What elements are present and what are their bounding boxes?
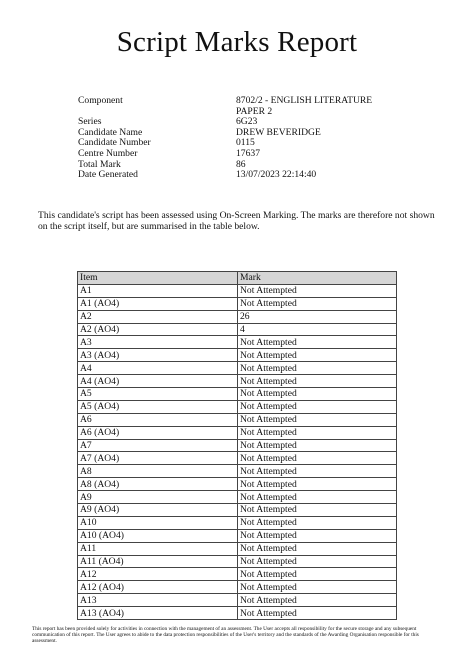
mark-cell: Not Attempted <box>238 426 397 439</box>
item-cell: A4 <box>78 362 238 375</box>
mark-cell: Not Attempted <box>238 400 397 413</box>
table-row <box>78 426 397 439</box>
detail-label: Candidate Name <box>78 126 143 138</box>
detail-label: Series <box>78 116 102 128</box>
mark-column-header: Mark <box>238 272 397 285</box>
detail-value: 17637 <box>236 147 260 159</box>
table-row <box>78 297 397 310</box>
detail-value: 0115 <box>236 137 255 149</box>
mark-cell: Not Attempted <box>238 529 397 542</box>
table-row <box>78 413 397 426</box>
mark-cell: Not Attempted <box>238 336 397 349</box>
detail-row <box>78 170 406 181</box>
mark-cell: Not Attempted <box>238 413 397 426</box>
mark-cell: Not Attempted <box>238 388 397 401</box>
table-row <box>78 478 397 491</box>
table-row <box>78 542 397 555</box>
item-cell: A13 <box>78 594 238 607</box>
mark-cell: Not Attempted <box>238 594 397 607</box>
mark-cell: 4 <box>238 323 397 336</box>
mark-cell: Not Attempted <box>238 439 397 452</box>
marks-table <box>77 271 397 620</box>
table-row <box>78 465 397 478</box>
item-cell: A5 (AO4) <box>78 400 238 413</box>
table-row <box>78 529 397 542</box>
item-cell: A10 (AO4) <box>78 529 238 542</box>
detail-label: Total Mark <box>78 158 121 170</box>
detail-row <box>78 96 406 117</box>
item-cell: A3 (AO4) <box>78 349 238 362</box>
mark-cell: Not Attempted <box>238 491 397 504</box>
mark-cell: Not Attempted <box>238 542 397 555</box>
item-cell: A8 <box>78 465 238 478</box>
mark-cell: Not Attempted <box>238 504 397 517</box>
marks-table-header-row <box>78 272 397 285</box>
detail-value: 6G23 <box>236 116 258 128</box>
detail-label: Candidate Number <box>78 137 151 149</box>
detail-value: 13/07/2023 22:14:40 <box>236 169 317 181</box>
detail-label: Date Generated <box>78 169 138 181</box>
table-row <box>78 310 397 323</box>
item-cell: A1 (AO4) <box>78 297 238 310</box>
mark-cell: Not Attempted <box>238 581 397 594</box>
intro-paragraph: This candidate's script has been assessed using On-Screen Marking. The marks are therefore not shown on the script itself, but are summarised in the table below. <box>38 210 435 233</box>
item-cell: A2 <box>78 310 238 323</box>
item-cell: A3 <box>78 336 238 349</box>
item-cell: A10 <box>78 516 238 529</box>
detail-row <box>78 149 406 160</box>
table-row <box>78 400 397 413</box>
mark-cell: Not Attempted <box>238 452 397 465</box>
table-row <box>78 375 397 388</box>
mark-cell: Not Attempted <box>238 375 397 388</box>
table-row <box>78 555 397 568</box>
mark-cell: Not Attempted <box>238 465 397 478</box>
mark-cell: Not Attempted <box>238 568 397 581</box>
table-row <box>78 504 397 517</box>
table-row <box>78 581 397 594</box>
item-cell: A6 (AO4) <box>78 426 238 439</box>
item-cell: A5 <box>78 388 238 401</box>
item-cell: A12 (AO4) <box>78 581 238 594</box>
table-row <box>78 607 397 620</box>
item-cell: A7 (AO4) <box>78 452 238 465</box>
item-cell: A13 (AO4) <box>78 607 238 620</box>
mark-cell: Not Attempted <box>238 297 397 310</box>
table-row <box>78 284 397 297</box>
item-cell: A9 <box>78 491 238 504</box>
report-title: Script Marks Report <box>116 26 358 58</box>
mark-cell: Not Attempted <box>238 284 397 297</box>
table-row <box>78 491 397 504</box>
item-cell: A11 (AO4) <box>78 555 238 568</box>
mark-cell: Not Attempted <box>238 555 397 568</box>
table-row <box>78 323 397 336</box>
table-row <box>78 568 397 581</box>
item-column-header: Item <box>78 272 238 285</box>
table-row <box>78 452 397 465</box>
table-row <box>78 349 397 362</box>
mark-cell: Not Attempted <box>238 516 397 529</box>
item-cell: A4 (AO4) <box>78 375 238 388</box>
mark-cell: Not Attempted <box>238 362 397 375</box>
mark-cell: Not Attempted <box>238 349 397 362</box>
detail-value: 86 <box>236 158 246 170</box>
mark-cell: Not Attempted <box>238 607 397 620</box>
footer-disclaimer: This report has been provided solely for activities in connection with the management of an assessment. The User accepts all responsibility for the secure storage and any subsequent communication of this report. The User agrees to abide to the data protection responsibilities of the User's territory and the standards of the Awarding Organisation responsible for this assessment. <box>32 626 419 645</box>
detail-label: Component <box>78 95 123 106</box>
detail-label: Centre Number <box>78 147 138 159</box>
item-cell: A11 <box>78 542 238 555</box>
item-cell: A12 <box>78 568 238 581</box>
item-cell: A6 <box>78 413 238 426</box>
table-row <box>78 336 397 349</box>
item-cell: A8 (AO4) <box>78 478 238 491</box>
item-cell: A2 (AO4) <box>78 323 238 336</box>
detail-value: DREW BEVERIDGE <box>236 126 321 138</box>
table-row <box>78 388 397 401</box>
table-row <box>78 362 397 375</box>
mark-cell: 26 <box>238 310 397 323</box>
item-cell: A1 <box>78 284 238 297</box>
table-row <box>78 594 397 607</box>
table-row <box>78 439 397 452</box>
detail-value: 8702/2 - ENGLISH LITERATURE PAPER 2 <box>236 95 373 117</box>
candidate-details <box>78 96 406 181</box>
item-cell: A7 <box>78 439 238 452</box>
item-cell: A9 (AO4) <box>78 504 238 517</box>
mark-cell: Not Attempted <box>238 478 397 491</box>
table-row <box>78 516 397 529</box>
